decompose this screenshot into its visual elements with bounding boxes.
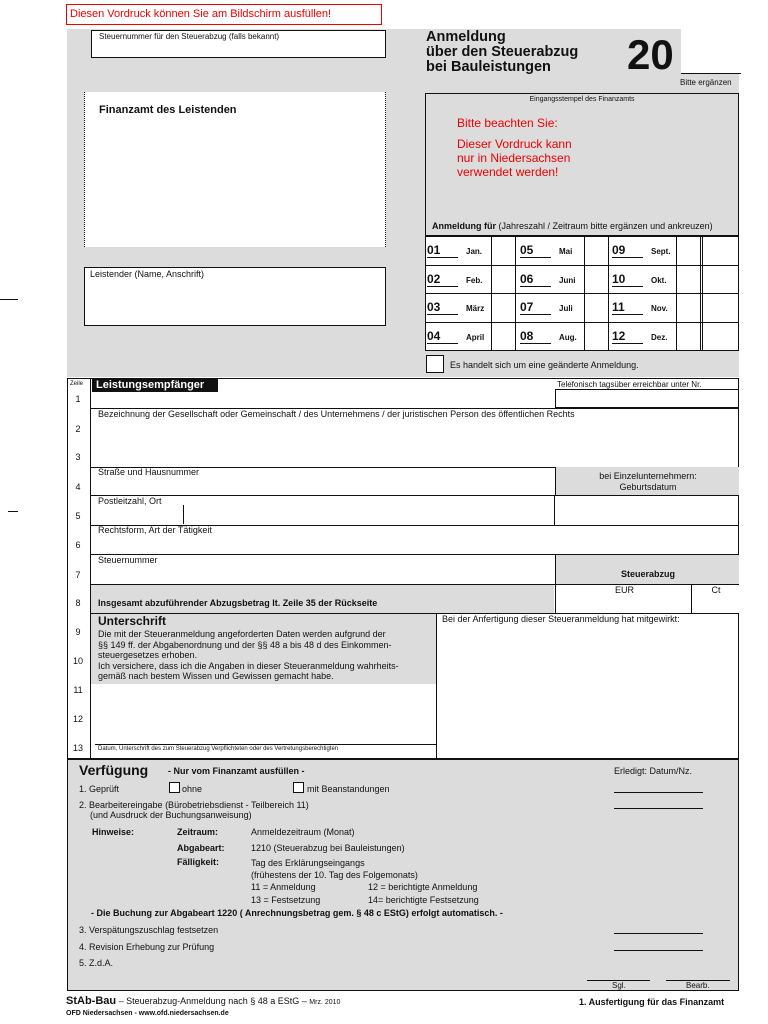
zeile-number-3: 3: [75, 452, 81, 462]
zeile-number-8: 8: [75, 598, 81, 608]
zeile-column: [67, 378, 91, 759]
month-label-12: Dez.: [651, 333, 668, 342]
month-checkbox-05[interactable]: [584, 236, 609, 265]
month-checkbox-06[interactable]: [584, 265, 609, 293]
month-row-divider: [425, 293, 739, 294]
month-number-03: 03: [427, 300, 458, 315]
eingangsstempel-box: [425, 93, 739, 236]
buchung-note: - Die Buchung zur Abgabeart 1220 ( Anrechnungsbetrag gem. § 48 c EStG) erfolgt automatisch. -: [91, 908, 503, 918]
item-2a: 2. Bearbeitereingabe (Bürobetriebsdienst - Teilbereich 11): [79, 800, 309, 810]
month-checkbox-03[interactable]: [491, 293, 516, 322]
fill-notice: Diesen Vordruck können Sie am Bildschirm ausfüllen!: [66, 4, 382, 25]
mit-label: mit Beanstandungen: [307, 784, 390, 794]
erledigt-line-4: [614, 950, 703, 951]
unterschrift-box: [91, 614, 436, 684]
month-number-11: 11: [612, 300, 643, 315]
year-input[interactable]: [681, 28, 741, 74]
year-hint: Bitte ergänzen: [680, 78, 732, 87]
month-checkbox-09[interactable]: [676, 236, 701, 265]
steuernummer-field[interactable]: [91, 30, 386, 58]
footer-ausfertigung: 1. Ausfertigung für das Finanzamt: [579, 997, 725, 1007]
zeitraum-label: Zeitraum:: [177, 827, 219, 837]
zeile-number-13: 13: [72, 743, 83, 753]
month-checkbox-12[interactable]: [676, 322, 701, 351]
zeile-number-1: 1: [75, 394, 81, 404]
month-number-02: 02: [427, 272, 458, 287]
month-label-01: Jan.: [466, 247, 483, 256]
month-label-06: Juni: [559, 276, 576, 285]
warning-line-4: verwendet werden!: [457, 165, 559, 179]
bezeichnung-input[interactable]: [91, 419, 739, 467]
fold-mark-1: [0, 299, 18, 300]
warning-line-3: nur in Niedersachsen: [457, 151, 571, 165]
geburtsdatum-input[interactable]: [555, 496, 739, 525]
item-3: 3. Verspätungszuschlag festsetzen: [79, 925, 219, 935]
zeile-number-6: 6: [75, 540, 81, 550]
faelligkeit-value-1: Tag des Erklärungseingangs: [251, 858, 365, 868]
month-number-08: 08: [520, 329, 551, 344]
item-1: 1. Geprüft: [79, 784, 120, 794]
privacy-text-2: §§ 149 ff. der Abgabenordnung und der §§ 48 a bis 48 d des Einkommen-: [98, 639, 392, 650]
einzel-label-2: Geburtsdatum: [619, 482, 677, 492]
month-checkbox-02[interactable]: [491, 265, 516, 293]
month-number-04: 04: [427, 329, 458, 344]
month-row-divider: [425, 322, 739, 323]
form-title: [426, 30, 578, 75]
month-checkbox-11[interactable]: [676, 293, 701, 322]
footer-desc: – Steuerabzug-Anmeldung nach § 48 a EStG –: [118, 996, 307, 1006]
month-label-04: April: [466, 333, 485, 342]
leistender-field[interactable]: [84, 267, 386, 326]
plz-divider: [183, 505, 184, 524]
anmeldung-fuer-hint: (Jahreszahl / Zeitraum bitte ergänzen und ankreuzen): [498, 221, 713, 231]
datum-sig-label: Datum, Unterschrift des zum Steuerabzug Verpflichteten oder des Vertretungsberechtigten: [98, 746, 339, 752]
steuerabzug-box: [555, 555, 739, 584]
zeile-label: Zeile: [70, 381, 84, 387]
verfuegung-subtitle: - Nur vom Finanzamt ausfüllen -: [168, 766, 305, 776]
month-number-12: 12: [612, 329, 643, 344]
mitgewirkt-label: Bei der Anfertigung dieser Steueranmeldung hat mitgewirkt:: [442, 614, 680, 624]
plz-input[interactable]: [91, 506, 554, 525]
mitgewirkt-input[interactable]: [437, 626, 739, 758]
month-checkbox-10[interactable]: [676, 265, 701, 293]
year-prefix: 20: [627, 31, 674, 78]
zeile-number-9: 9: [75, 627, 81, 637]
leistender-label: Leistender (Name, Anschrift): [90, 269, 205, 279]
erledigt-label: Erledigt: Datum/Nz.: [614, 766, 693, 776]
ct-label: Ct: [711, 585, 721, 595]
strasse-label: Straße und Hausnummer: [98, 467, 200, 477]
zeile-number-7: 7: [75, 570, 81, 580]
month-extra-cell: [702, 293, 703, 322]
month-extra-cell: [702, 322, 703, 351]
telefon-input[interactable]: [555, 389, 739, 408]
code-13: 13 = Festsetzung: [251, 895, 321, 905]
stamp-label: Eingangsstempel des Finanzamts: [529, 96, 635, 103]
title-line-1: Anmeldung: [426, 29, 506, 45]
title-line-3: bei Bauleistungen: [426, 59, 551, 75]
zeile-number-10: 10: [72, 656, 83, 666]
einzel-box: [555, 467, 739, 495]
zeitraum-value: Anmeldezeitraum (Monat): [251, 827, 355, 837]
fold-mark-2: [8, 511, 18, 512]
item-4: 4. Revision Erhebung zur Prüfung: [79, 942, 215, 952]
bearb-label: Bearb.: [686, 981, 710, 990]
month-number-05: 05: [520, 243, 551, 258]
privacy-text-5: gemäß nach bestem Wissen und Gewissen gemacht habe.: [98, 671, 334, 681]
footer-ofd: OFD Niedersachsen - www.ofd.niedersachsen.de: [66, 1010, 229, 1017]
steuernummer-le-label: Steuernummer: [98, 555, 158, 565]
erledigt-line-2: [614, 808, 703, 809]
signature-input[interactable]: [91, 685, 436, 743]
warning-line-2: Dieser Vordruck kann: [457, 137, 572, 151]
mit-checkbox[interactable]: [293, 782, 304, 793]
abgabeart-label: Abgabeart:: [177, 843, 225, 853]
footer-date: Mrz. 2010: [309, 999, 341, 1006]
month-checkbox-01[interactable]: [491, 236, 516, 265]
code-14: 14= berichtigte Festsetzung: [368, 895, 479, 905]
month-label-11: Nov.: [651, 304, 668, 313]
geaendert-label: Es handelt sich um eine geänderte Anmeldung.: [450, 360, 639, 370]
month-number-10: 10: [612, 272, 643, 287]
warning-line-1: Bitte beachten Sie:: [457, 116, 558, 130]
rechtsform-label: Rechtsform, Art der Tätigkeit: [98, 525, 212, 535]
einzel-label-1: bei Einzelunternehmern:: [599, 471, 697, 481]
month-extra-cell: [702, 236, 703, 265]
month-label-03: März: [466, 304, 485, 313]
zeile-number-11: 11: [73, 685, 83, 695]
steuernummer-label: Steuernummer für den Steuerabzug (falls bekannt): [99, 32, 280, 41]
item-5: 5. Z.d.A.: [79, 958, 114, 968]
faelligkeit-value-2: (frühestens der 10. Tag des Folgemonats): [251, 870, 418, 880]
code-12: 12 = berichtigte Anmeldung: [368, 882, 478, 892]
eur-input[interactable]: [555, 585, 692, 613]
zeile-number-5: 5: [75, 511, 81, 521]
ohne-label: ohne: [182, 784, 203, 794]
anmeldung-fuer-label: Anmeldung für: [432, 221, 496, 231]
steuerabzug-label: Steuerabzug: [620, 569, 675, 579]
month-number-07: 07: [520, 300, 551, 315]
steuernummer-le-input[interactable]: [91, 566, 554, 585]
zeile-number-12: 12: [72, 714, 83, 724]
month-label-05: Mai: [559, 247, 573, 256]
ct-input[interactable]: [693, 585, 739, 613]
month-label-07: Juli: [559, 304, 573, 313]
month-checkbox-04[interactable]: [491, 322, 516, 351]
abgabeart-value: 1210 (Steuerabzug bei Bauleistungen): [251, 843, 405, 853]
month-checkbox-07[interactable]: [584, 293, 609, 322]
hinweise-label: Hinweise:: [92, 827, 135, 837]
erledigt-line-1: [614, 792, 703, 793]
verfuegung-title: Verfügung: [79, 762, 149, 778]
sgl-label: Sgl.: [612, 981, 626, 990]
geaendert-checkbox[interactable]: [426, 355, 444, 373]
bezeichnung-label: Bezeichnung der Gesellschaft oder Gemeinschaft / des Unternehmens / der juristischen Person des öffentlichen Rechts: [98, 409, 575, 419]
telefon-label: Telefonisch tagsüber erreichbar unter Nr.: [557, 380, 702, 389]
month-label-02: Feb.: [466, 276, 483, 285]
item-2b: (und Ausdruck der Buchungsanweisung): [90, 810, 252, 820]
faelligkeit-label: Fälligkeit:: [177, 857, 220, 867]
month-number-01: 01: [427, 243, 458, 258]
strasse-input[interactable]: [91, 477, 554, 496]
finanzamt-field[interactable]: [84, 92, 386, 247]
erledigt-line-3: [614, 933, 703, 934]
month-label-08: Aug.: [559, 333, 577, 342]
insgesamt-label: Insgesamt abzuführender Abzugsbetrag lt. Zeile 35 der Rückseite: [98, 598, 378, 608]
month-label-10: Okt.: [651, 276, 667, 285]
eur-label: EUR: [614, 585, 634, 595]
unterschrift-title: Unterschrift: [98, 614, 167, 628]
month-row-divider: [425, 265, 739, 266]
month-number-09: 09: [612, 243, 643, 258]
insgesamt-box: [91, 585, 554, 613]
ohne-checkbox[interactable]: [169, 782, 180, 793]
rechtsform-input[interactable]: [91, 536, 739, 554]
privacy-text-3: steuergesetzes erhoben.: [98, 650, 198, 660]
finanzamt-label: Finanzamt des Leistenden: [99, 104, 237, 116]
section-title: Leistungsempfänger: [92, 379, 218, 392]
month-number-06: 06: [520, 272, 551, 287]
footer-code: StAb-Bau: [66, 995, 117, 1007]
month-extra-cell: [702, 265, 703, 293]
zeile-number-2: 2: [75, 424, 81, 434]
title-line-2: über den Steuerabzug: [426, 44, 579, 60]
footer-line-1: [66, 995, 340, 1007]
plz-label: Postleitzahl, Ort: [98, 496, 162, 506]
code-11: 11 = Anmeldung: [251, 882, 316, 892]
privacy-text-4: Ich versichere, dass ich die Angaben in dieser Steueranmeldung wahrheits-: [98, 660, 399, 671]
month-checkbox-08[interactable]: [584, 322, 609, 351]
month-label-09: Sept.: [651, 247, 671, 256]
privacy-text-1: Die mit der Steueranmeldung angeforderten Daten werden aufgrund der: [98, 629, 386, 639]
zeile-number-4: 4: [75, 482, 81, 492]
